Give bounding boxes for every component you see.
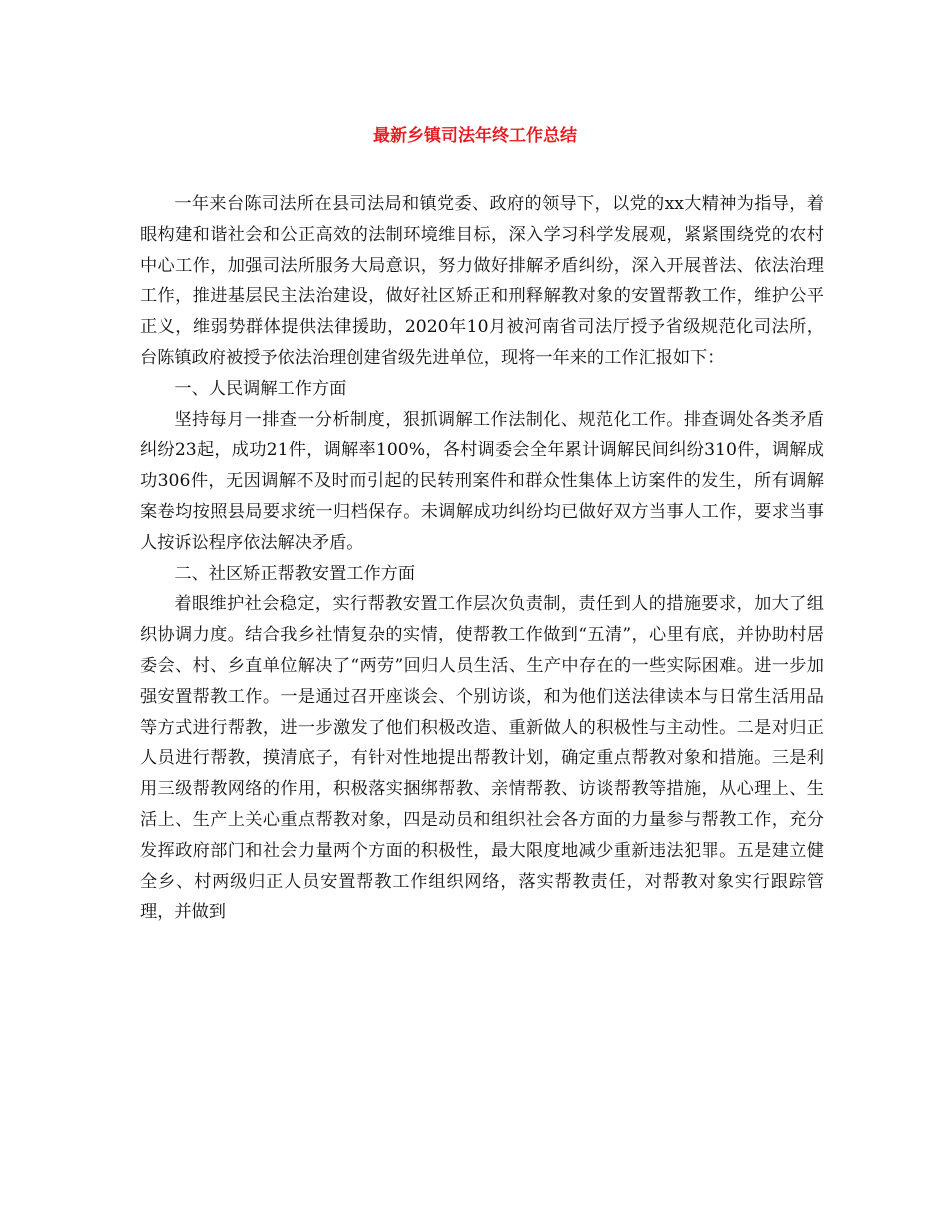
document-title: 最新乡镇司法年终工作总结	[373, 126, 577, 146]
section-heading-correction: 二、社区矫正帮教安置工作方面	[174, 563, 416, 584]
section-heading-mediation: 一、人民调解工作方面	[174, 378, 347, 399]
mediation-paragraph: 坚持每月一排查一分析制度，狠抓调解工作法制化、规范化工作。排查调处各类矛盾纠纷23起，成功21件，调解率100%，各村调委会全年累计调解民间纠纷310件，调解成功306件，无因调解不及时而引起的民转刑案件和群众性集体上访案件的发生，所有调解案卷均按照县局要求统一归档保存。未调解成功纠纷均已做好双方当事人工作，要求当事人按诉讼程序依法解决矛盾。	[140, 409, 824, 553]
correction-paragraph: 着眼维护社会稳定，实行帮教安置工作层次负责制，责任到人的措施要求，加大了组织协调力度。结合我乡社情复杂的实情，使帮教工作做到“五清”，心里有底，并协助村居委会、村、乡直单位解决了“两劳”回归人员生活、生产中存在的一些实际困难。进一步加强安置帮教工作。一是通过召开座谈会、个别访谈，和为他们送法律读本与日常生活用品等方式进行帮教，进一步激发了他们积极改造、重新做人的积极性与主动性。二是对归正人员进行帮教，摸清底子，有针对性地提出帮教计划，确定重点帮教对象和措施。三是利用三级帮教网络的作用，积极落实捆绑帮教、亲情帮教、访谈帮教等措施，从心理上、生活上、生产上关心重点帮教对象，四是动员和组织社会各方面的力量参与帮教工作，充分发挥政府部门和社会力量两个方面的积极性，最大限度地减少重新违法犯罪。五是建立健全乡、村两级归正人员安置帮教工作组织网络，落实帮教责任，对帮教对象实行跟踪管理，并做到	[140, 594, 824, 923]
intro-paragraph: 一年来台陈司法所在县司法局和镇党委、政府的领导下，以党的xx大精神为指导，着眼构建和谐社会和公正高效的法制环境维目标，深入学习科学发展观，紧紧围绕党的农村中心工作，加强司法所服务大局意识，努力做好排解矛盾纠纷，深入开展普法、依法治理工作，推进基层民主法治建设，做好社区矫正和刑释解教对象的安置帮教工作，维护公平正义，维弱势群体提供法律援助，2020年10月被河南省司法厅授予省级规范化司法所，台陈镇政府被授予依法治理创建省级先进单位，现将一年来的工作汇报如下：	[140, 194, 824, 368]
document-body	[140, 189, 824, 928]
